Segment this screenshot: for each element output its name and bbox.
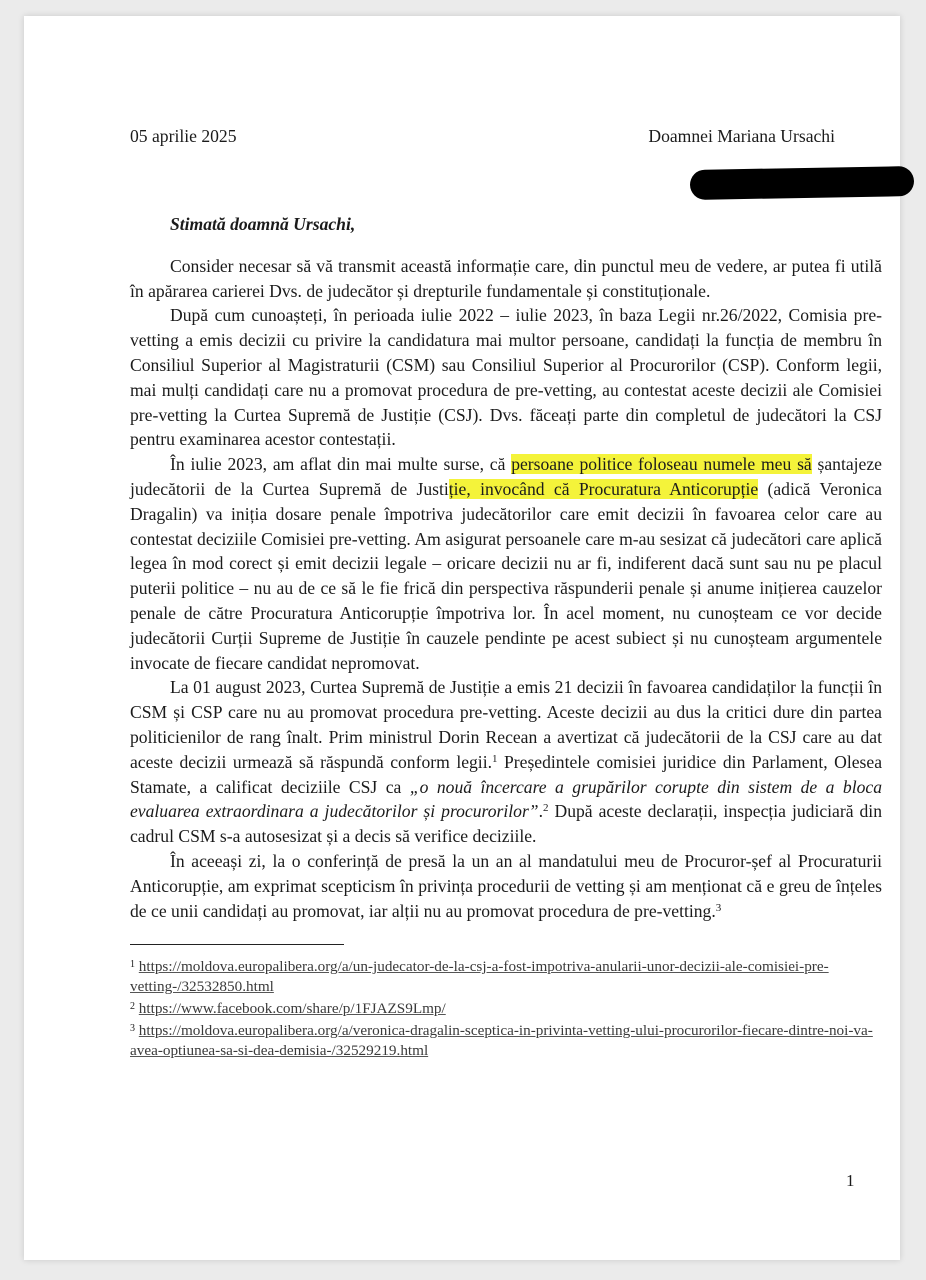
footnote-link-3[interactable]: https://moldova.europalibera.org/a/veronica-dragalin-sceptica-in-privinta-vetting-ului-procurorilor-fiecare-dintre-noi-va-avea-optiunea-sa-si-dea-demisia-/32529219.html [130,1022,873,1060]
footnote-number: 1 [130,959,135,971]
highlighted-text-1: persoane politice foloseau numele meu să [511,454,812,475]
paragraph-3-start: În iulie 2023, am aflat din mai multe surse, că [170,454,512,475]
footnote-number: 3 [130,1023,135,1035]
footnote-link-1[interactable]: https://moldova.europalibera.org/a/un-judecator-de-la-csj-a-fost-impotriva-anularii-unor-decizii-ale-comisiei-pre-vetting-/32532850.html [130,958,829,996]
recipient-name: Doamnei Mariana Ursachi [648,126,835,146]
paragraph-4-middle: Președintele comisiei juridice din Parlament, Olesea Stamate, a calificat deciziile CSJ ca [130,751,882,797]
footnote-ref-3[interactable]: 3 [715,901,722,914]
paragraph-4-end: După aceste declarații, inspecția judiciară din cadrul CSM s-a autosesizat și a decis să verifice deciziile. [130,801,882,847]
footnote-number: 2 [130,1001,135,1013]
paragraph-2: După cum cunoașteți, în perioada iulie 2022 – iulie 2023, în baza Legii nr.26/2022, Comisia pre-vetting a emis decizii cu privire la candidatura mai multor persoane, candidați la funcția de membru în Consiliul Superior al Magistraturii (CSM) sau Consiliul Superior al Procurorilor (CSP). Conform legii, mai mulți candidați care nu a promovat procedura de pre-vetting, au contestat aceste decizii ale Comisiei pre-vetting la Curtea Supremă de Justiție (CSJ). Dvs. făceați parte din completul de judecători la CSJ pentru examinarea acestor contestații. [130,305,882,450]
highlighted-text-2: ție, invocând că Procuratura Anticorupție [448,478,759,499]
letter-page [24,16,900,1260]
paragraph-3 [130,452,882,675]
letter-header [130,124,882,150]
paragraph-4-period: . [538,801,543,822]
footnote-separator [130,944,344,945]
paragraph-1: Consider necesar să vă transmit această informație care, din punctul meu de vedere, ar putea fi utilă în apărarea carierei Dvs. de judecător și drepturile fundamentale și constituționale. [130,255,882,301]
footnote-2 [130,997,882,1019]
paragraph-3-end: (adică Veronica Dragalin) va iniția dosare penale împotriva judecătorilor care emit decizii în favoarea celor care au contestat deciziile Comisiei pre-vetting. Am asigurat persoanele care m-au sesizat că judecători care aplică legea în mod corect și emit decizii legale – oricare decizii nu ar fi, indiferent dacă sunt sau nu pe placul puterii politice – nu au de ce să le fie frică din perspectiva răspunderii penale și anume inițierea cauzelor penale de către Procuratura Anticorupție împotriva lor. În acel moment, nu cunoșteam ce vor decide judecătorii Curții Supreme de Justiție în cauzele pendinte pe acest subiect și nu cunoșteam argumentele invocate de fiecare candidat nepromovat. [130,478,882,673]
redacted-address [690,166,914,200]
paragraph-4 [130,675,882,849]
page-number: 1 [846,1171,855,1190]
salutation: Stimată doamnă Ursachi, [170,214,356,234]
footnotes [130,955,882,1061]
footnote-ref-1[interactable]: 1 [491,752,498,765]
footnote-ref-2[interactable]: 2 [543,802,549,815]
paragraph-4-start: La 01 august 2023, Curtea Supremă de Justiție a emis 21 decizii în favoarea candidaților la funcții în CSM și CSP care nu au promovat procedura pre-vetting. Aceste decizii au dus la critici dure din partea politicienilor de rang înalt. Prim ministrul Dorin Recean a avertizat că judecătorii de la CSJ care au dat aceste decizii urmează să răspundă conform legii. [130,677,882,772]
letter-date: 05 aprilie 2025 [130,126,237,146]
paragraph-3-middle: șantajeze judecătorii de la Curtea Supremă de Justi [130,454,882,499]
footnote-3 [130,1019,882,1061]
paragraph-5-text: În aceeași zi, la o conferință de presă la un an al mandatului meu de Procuror-șef al Procuraturii Anticorupție, am exprimat scepticism în privința procedurii de vetting și am menționat că e greu de înțeles de ce unii candidați au promovat, iar alții nu au promovat procedura de pre-vetting. [130,850,882,921]
letter-body [130,124,882,1061]
paragraph-5 [130,849,882,923]
quoted-statement: „o nouă încercare a grupărilor corupte din sistem de a bloca evaluarea extraordinara a judecătorilor și procurorilor” [130,776,882,822]
footnote-1 [130,955,882,997]
footnote-link-2[interactable]: https://www.facebook.com/share/p/1FJAZS9Lmp/ [138,1000,446,1018]
